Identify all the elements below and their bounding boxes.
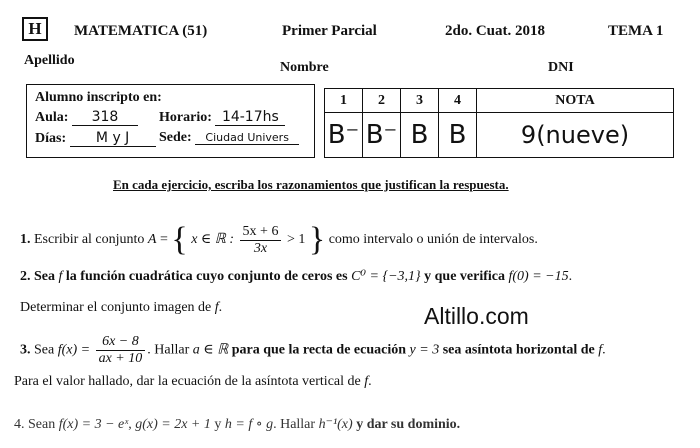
problem-2-zeros: C⁰ = {−3,1} — [351, 269, 421, 284]
problem-1-outro: como intervalo o unión de intervalos. — [328, 232, 538, 248]
problem-3-text-b: para que la recta de ecuación — [231, 342, 407, 358]
watermark: Altillo.com — [424, 303, 529, 329]
problem-3-number: 3. — [20, 342, 31, 358]
grade-header-4: 4 — [439, 89, 477, 113]
problem-1-frac-den: 3x — [253, 240, 268, 256]
problem-3-param: a ∈ ℝ — [192, 342, 229, 358]
dias-row — [35, 130, 156, 147]
problem-2-text-1: la función cuadrática cuyo conjunto de ceros es — [65, 269, 348, 284]
grade-value-4: B — [439, 113, 477, 158]
exam-period: 2do. Cuat. 2018 — [445, 23, 546, 39]
student-info-box — [26, 84, 315, 158]
problem-4-text-c: y dar su dominio. — [356, 417, 461, 432]
problem-2-sea: Sea — [34, 269, 55, 284]
problem-3-frac-den: ax + 10 — [98, 351, 143, 366]
sede-row — [159, 130, 299, 146]
horario-row — [159, 109, 285, 126]
problem-1 — [20, 221, 538, 259]
problem-4: 4. Sean f(x) = 3 − eˣ, g(x) = 2x + 1 y h = f ∘ g. Hallar h⁻¹(x) y dar su dominio. — [14, 417, 461, 432]
problem-2-condition: f(0) = −15 — [508, 269, 569, 284]
version-box: H — [22, 17, 48, 41]
problem-1-number: 1. — [20, 232, 31, 248]
apellido-label: Apellido — [24, 53, 75, 68]
problem-2-text-3: Determinar el conjunto imagen de — [20, 300, 212, 315]
dias-label: Días: — [35, 131, 67, 146]
student-box-title: Alumno inscripto en: — [35, 90, 162, 105]
instruction: En cada ejercicio, escriba los razonamientos que justifican la respuesta. — [113, 177, 509, 192]
aula-value: 318 — [72, 109, 138, 126]
problem-1-set-name: A — [147, 232, 157, 248]
problem-3-line-eq: y = 3 — [409, 342, 440, 358]
problem-3-sea: Sea — [34, 342, 55, 358]
problem-2-text-2: y que verifica — [424, 269, 505, 284]
problem-3-frac-num: 6x − 8 — [96, 334, 146, 351]
problem-1-equals: = — [159, 232, 168, 248]
horario-value: 14-17hs — [215, 109, 285, 126]
problem-4-text-a: Sean — [28, 417, 56, 432]
nombre-label: Nombre — [280, 60, 329, 75]
exam-topic: TEMA 1 — [608, 23, 664, 39]
right-brace: } — [308, 221, 326, 258]
problem-2-line-2: Determinar el conjunto imagen de f. — [20, 300, 223, 315]
dni-label: DNI — [548, 60, 574, 75]
grade-value-3: B — [401, 113, 439, 158]
problem-4-y: y — [214, 417, 222, 432]
aula-row — [35, 109, 138, 126]
grades-table — [324, 88, 674, 158]
sede-label: Sede: — [159, 130, 192, 145]
problem-2-line-1: 2. Sea f la función cuadrática cuyo conjunto de ceros es C⁰ = {−3,1} y que verifica f(0) = −15. — [20, 269, 573, 284]
grade-header-2: 2 — [363, 89, 401, 113]
problem-2-number: 2. — [20, 269, 31, 284]
problem-3-text-d: Para el valor hallado, dar la ecuación de la asíntota vertical de — [14, 374, 361, 389]
sede-value: Ciudad Univers — [195, 131, 299, 145]
problem-3-line-2: Para el valor hallado, dar la ecuación de la asíntota vertical de f. — [14, 374, 372, 389]
problem-1-frac-num: 5x + 6 — [240, 224, 282, 241]
subject-title: MATEMATICA (51) — [74, 23, 208, 39]
left-brace: { — [171, 221, 188, 258]
problem-3-text-c: sea asíntota horizontal de — [442, 342, 595, 358]
problem-2-fname: f — [58, 269, 63, 284]
problem-4-h-def: h = f ∘ g — [224, 417, 274, 432]
aula-label: Aula: — [35, 110, 69, 125]
horario-label: Horario: — [159, 110, 212, 125]
grade-value-2: B⁻ — [363, 113, 401, 158]
grade-header-1: 1 — [325, 89, 363, 113]
problem-4-inverse: h⁻¹(x) — [318, 417, 353, 432]
grade-header-3: 3 — [401, 89, 439, 113]
problem-3-text-a: . Hallar — [147, 342, 190, 358]
problem-3-line-1: 3. Sea f(x) = $\frac{6x - 8}{ax + 10}$ . Hallar a ∈ ℝ para que la recta de ecuación y = 3 sea asíntota horizontal de f. — [20, 334, 606, 366]
dias-value: M y J — [70, 130, 156, 147]
grade-value-nota: 9(nueve) — [477, 113, 674, 158]
problem-1-set-rhs: > 1 — [286, 232, 306, 248]
problem-4-f-def: f(x) = 3 − eˣ — [58, 417, 129, 432]
problem-1-fraction — [240, 224, 282, 257]
problem-2-fname-2: f — [214, 300, 219, 315]
problem-1-intro: Escribir al conjunto — [34, 232, 145, 248]
problem-4-number: 4. — [14, 417, 25, 432]
problem-1-set-lhs: x ∈ ℝ : — [191, 232, 235, 248]
problem-3-fraction — [96, 334, 146, 367]
problem-4-g-def: g(x) = 2x + 1 — [135, 417, 211, 432]
problem-3-fname-2: f — [364, 374, 369, 389]
grade-header-nota: NOTA — [477, 89, 674, 113]
exam-title: Primer Parcial — [282, 23, 377, 39]
problem-3-func-lhs: f(x) = — [57, 342, 91, 358]
grade-value-1: B⁻ — [325, 113, 363, 158]
problem-4-text-b: . Hallar — [273, 417, 316, 432]
problem-3-fname: f — [598, 342, 603, 358]
